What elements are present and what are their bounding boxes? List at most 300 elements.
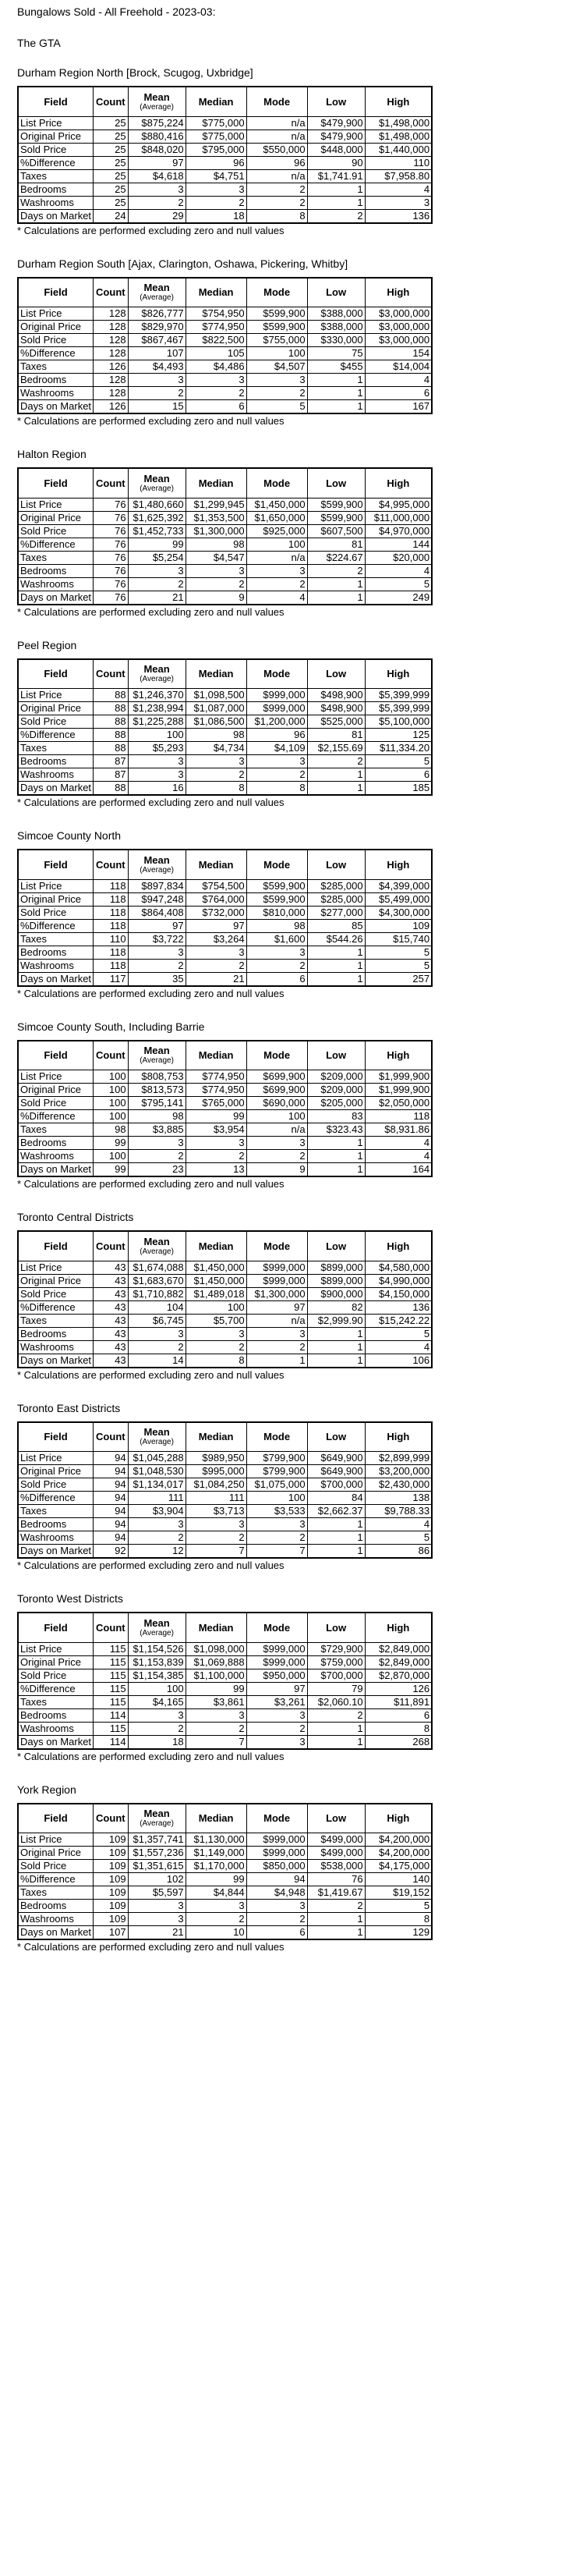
calculation-note: * Calculations are performed excluding zero and null values: [17, 987, 285, 999]
table-cell: 5: [365, 1327, 432, 1340]
table-cell: $1,149,000: [186, 1847, 246, 1860]
table-cell: $11,334.20: [365, 742, 432, 755]
table-cell: 5: [365, 1531, 432, 1545]
row-field-label: Washrooms: [18, 1913, 94, 1926]
table-cell: 100: [94, 1070, 129, 1084]
table-cell: $799,900: [246, 1452, 307, 1465]
col-header-mean: [128, 1041, 186, 1070]
region-title: Halton Region: [17, 448, 87, 460]
col-header-high: High: [365, 1804, 432, 1833]
table-row: [18, 524, 432, 538]
table-cell: 3: [365, 196, 432, 209]
table-cell: $754,950: [186, 307, 246, 321]
table-cell: 10: [186, 1926, 246, 1940]
table-row: [18, 1110, 432, 1123]
table-cell: $4,995,000: [365, 498, 432, 511]
table-row: [18, 591, 432, 605]
row-field-label: Sold Price: [18, 1860, 94, 1873]
table-cell: 136: [365, 209, 432, 223]
table-cell: 81: [307, 729, 365, 742]
header-row: [18, 87, 432, 116]
table-cell: $20,000: [365, 551, 432, 564]
table-cell: 4: [365, 564, 432, 577]
region-section: [17, 1401, 556, 1572]
table-cell: 6: [365, 387, 432, 400]
table-cell: $599,900: [246, 879, 307, 892]
table-cell: $925,000: [246, 524, 307, 538]
table-cell: $5,399,999: [365, 689, 432, 702]
table-cell: $1,600: [246, 932, 307, 946]
table-cell: 2: [128, 577, 186, 591]
row-field-label: Days on Market: [18, 1735, 94, 1749]
row-field-label: Taxes: [18, 169, 94, 183]
table-cell: 257: [365, 972, 432, 986]
table-cell: $1,450,000: [186, 1274, 246, 1287]
col-header-mode: Mode: [246, 1613, 307, 1642]
table-cell: 2: [128, 1722, 186, 1735]
table-cell: 2: [186, 196, 246, 209]
table-cell: 1: [307, 387, 365, 400]
table-cell: $599,900: [246, 321, 307, 334]
table-cell: 2: [307, 1708, 365, 1722]
row-field-label: %Difference: [18, 1110, 94, 1123]
table-cell: 249: [365, 591, 432, 605]
table-cell: 96: [186, 156, 246, 169]
table-cell: $4,734: [186, 742, 246, 755]
table-row: [18, 768, 432, 782]
table-row: [18, 1669, 432, 1682]
table-cell: $1,351,615: [128, 1860, 186, 1873]
table-cell: 43: [94, 1354, 129, 1368]
table-cell: 6: [246, 1926, 307, 1940]
row-field-label: Bedrooms: [18, 374, 94, 387]
table-cell: 115: [94, 1642, 129, 1655]
table-cell: 8: [186, 782, 246, 796]
table-cell: $277,000: [307, 906, 365, 919]
table-cell: $550,000: [246, 143, 307, 156]
table-cell: $2,050,000: [365, 1097, 432, 1110]
table-cell: 5: [365, 755, 432, 768]
table-cell: 88: [94, 729, 129, 742]
table-cell: $1,741.91: [307, 169, 365, 183]
table-cell: 3: [186, 1900, 246, 1913]
table-cell: $2,662.37: [307, 1505, 365, 1518]
table-cell: 3: [186, 564, 246, 577]
table-row: [18, 1735, 432, 1749]
region-section: [17, 1591, 556, 1762]
table-cell: 4: [365, 374, 432, 387]
table-cell: 3: [246, 755, 307, 768]
stats-table: [17, 1421, 433, 1559]
table-cell: $4,150,000: [365, 1287, 432, 1300]
stats-table: [17, 86, 433, 224]
table-cell: $759,000: [307, 1655, 365, 1669]
table-cell: $14,004: [365, 360, 432, 374]
table-cell: $810,000: [246, 906, 307, 919]
table-cell: 16: [128, 782, 186, 796]
table-cell: $1,674,088: [128, 1261, 186, 1274]
table-cell: $5,700: [186, 1314, 246, 1327]
table-row: [18, 511, 432, 524]
table-cell: 87: [94, 755, 129, 768]
stats-table: [17, 849, 433, 987]
table-row: [18, 498, 432, 511]
table-row: [18, 715, 432, 729]
row-field-label: Bedrooms: [18, 1327, 94, 1340]
table-cell: $4,175,000: [365, 1860, 432, 1873]
table-cell: $4,507: [246, 360, 307, 374]
row-field-label: Washrooms: [18, 768, 94, 782]
row-field-label: Bedrooms: [18, 564, 94, 577]
table-cell: 117: [94, 972, 129, 986]
header-row: [18, 1231, 432, 1261]
table-cell: 88: [94, 782, 129, 796]
stats-table: [17, 277, 433, 415]
row-field-label: %Difference: [18, 1300, 94, 1314]
table-cell: 99: [186, 1682, 246, 1695]
table-row: [18, 1545, 432, 1559]
table-cell: 2: [186, 959, 246, 972]
table-cell: 105: [186, 347, 246, 360]
table-row: [18, 1873, 432, 1886]
table-cell: $732,000: [186, 906, 246, 919]
mean-label: Mean: [143, 1235, 170, 1247]
table-cell: $479,900: [307, 130, 365, 143]
table-cell: 96: [246, 729, 307, 742]
table-cell: 3: [128, 183, 186, 196]
table-cell: $11,891: [365, 1695, 432, 1708]
table-cell: $774,950: [186, 321, 246, 334]
table-cell: 88: [94, 715, 129, 729]
table-cell: $2,430,000: [365, 1478, 432, 1492]
table-row: [18, 689, 432, 702]
table-cell: $649,900: [307, 1465, 365, 1478]
header-row: [18, 468, 432, 498]
table-cell: 2: [246, 183, 307, 196]
table-cell: $899,000: [307, 1261, 365, 1274]
table-cell: 7: [186, 1545, 246, 1559]
table-cell: 3: [246, 1327, 307, 1340]
table-cell: 1: [307, 1913, 365, 1926]
table-cell: 2: [186, 577, 246, 591]
table-cell: 118: [94, 919, 129, 932]
row-field-label: Original Price: [18, 702, 94, 715]
table-cell: $499,000: [307, 1833, 365, 1847]
table-cell: 2: [246, 1722, 307, 1735]
mean-sub-label: (Average): [140, 1056, 174, 1066]
col-header-field: Field: [18, 1613, 94, 1642]
table-cell: $15,740: [365, 932, 432, 946]
row-field-label: Days on Market: [18, 782, 94, 796]
stats-table: [17, 1040, 433, 1178]
row-field-label: Original Price: [18, 1084, 94, 1097]
table-row: [18, 782, 432, 796]
table-cell: $1,650,000: [246, 511, 307, 524]
region-section: [17, 66, 556, 236]
table-cell: 98: [186, 729, 246, 742]
col-header-mean: [128, 278, 186, 307]
region-section: [17, 257, 556, 428]
table-cell: 2: [246, 1913, 307, 1926]
table-cell: 2: [186, 1340, 246, 1354]
table-row: [18, 1642, 432, 1655]
table-cell: 98: [186, 538, 246, 551]
table-cell: $2,849,000: [365, 1655, 432, 1669]
table-cell: $4,200,000: [365, 1847, 432, 1860]
table-cell: $5,100,000: [365, 715, 432, 729]
row-field-label: Bedrooms: [18, 1900, 94, 1913]
table-cell: 7: [186, 1735, 246, 1749]
table-cell: 43: [94, 1340, 129, 1354]
table-row: [18, 1163, 432, 1177]
table-row: [18, 1900, 432, 1913]
table-cell: $19,152: [365, 1886, 432, 1900]
table-cell: 1: [307, 1735, 365, 1749]
table-cell: $1,450,000: [186, 1261, 246, 1274]
stats-table: [17, 658, 433, 797]
table-cell: 102: [128, 1873, 186, 1886]
table-cell: $4,844: [186, 1886, 246, 1900]
table-cell: 100: [246, 538, 307, 551]
col-header-median: Median: [186, 1041, 246, 1070]
table-cell: 118: [94, 959, 129, 972]
table-cell: 99: [128, 538, 186, 551]
table-cell: 2: [307, 209, 365, 223]
table-cell: $999,000: [246, 702, 307, 715]
table-cell: $330,000: [307, 334, 365, 347]
table-cell: $224.67: [307, 551, 365, 564]
table-cell: 3: [186, 755, 246, 768]
row-field-label: Washrooms: [18, 1340, 94, 1354]
table-cell: 4: [365, 1137, 432, 1150]
table-cell: 76: [94, 591, 129, 605]
table-cell: $1,154,526: [128, 1642, 186, 1655]
col-header-field: Field: [18, 850, 94, 879]
table-cell: $1,048,530: [128, 1465, 186, 1478]
table-cell: $875,224: [128, 116, 186, 130]
table-cell: 99: [94, 1163, 129, 1177]
table-cell: $795,141: [128, 1097, 186, 1110]
col-header-field: Field: [18, 1422, 94, 1452]
table-cell: $11,000,000: [365, 511, 432, 524]
header-row: [18, 1613, 432, 1642]
table-cell: 4: [246, 591, 307, 605]
row-field-label: Taxes: [18, 932, 94, 946]
table-cell: $826,777: [128, 307, 186, 321]
col-header-median: Median: [186, 468, 246, 498]
table-cell: 2: [128, 196, 186, 209]
table-row: [18, 334, 432, 347]
row-field-label: Sold Price: [18, 1478, 94, 1492]
table-row: [18, 551, 432, 564]
table-row: [18, 1518, 432, 1531]
region-section: [17, 1020, 556, 1190]
document-subtitle: The GTA: [17, 37, 61, 49]
table-cell: 4: [365, 183, 432, 196]
col-header-count: Count: [94, 87, 129, 116]
table-cell: 1: [307, 1137, 365, 1150]
row-field-label: Washrooms: [18, 577, 94, 591]
table-cell: 4: [365, 1150, 432, 1163]
table-cell: 114: [94, 1708, 129, 1722]
header-row: [18, 850, 432, 879]
table-cell: 2: [186, 1531, 246, 1545]
table-cell: $3,954: [186, 1123, 246, 1137]
table-row: [18, 1926, 432, 1940]
table-cell: 21: [128, 1926, 186, 1940]
table-cell: 25: [94, 196, 129, 209]
table-cell: $700,000: [307, 1669, 365, 1682]
table-cell: 88: [94, 689, 129, 702]
row-field-label: Washrooms: [18, 1531, 94, 1545]
table-row: [18, 892, 432, 906]
table-cell: 118: [365, 1110, 432, 1123]
row-field-label: Original Price: [18, 321, 94, 334]
calculation-note: * Calculations are performed excluding zero and null values: [17, 1178, 285, 1190]
table-cell: 5: [365, 959, 432, 972]
table-cell: $4,486: [186, 360, 246, 374]
table-cell: $6,745: [128, 1314, 186, 1327]
table-cell: $808,753: [128, 1070, 186, 1084]
table-cell: $999,000: [246, 689, 307, 702]
table-cell: 4: [365, 1518, 432, 1531]
table-cell: $3,533: [246, 1505, 307, 1518]
table-cell: 129: [365, 1926, 432, 1940]
table-cell: 1: [307, 1354, 365, 1368]
table-cell: 2: [246, 768, 307, 782]
calculation-note: * Calculations are performed excluding zero and null values: [17, 415, 285, 427]
table-cell: 6: [365, 1708, 432, 1722]
mean-label: Mean: [143, 1426, 170, 1439]
table-cell: 7: [246, 1545, 307, 1559]
table-cell: 2: [128, 1531, 186, 1545]
table-cell: 5: [365, 1900, 432, 1913]
table-cell: 185: [365, 782, 432, 796]
table-cell: 21: [186, 972, 246, 986]
table-row: [18, 1913, 432, 1926]
table-cell: $1,134,017: [128, 1478, 186, 1492]
row-field-label: Sold Price: [18, 715, 94, 729]
row-field-label: Original Price: [18, 892, 94, 906]
table-cell: 1: [307, 946, 365, 959]
col-header-low: Low: [307, 1613, 365, 1642]
table-cell: 110: [365, 156, 432, 169]
row-field-label: %Difference: [18, 919, 94, 932]
table-cell: 3: [246, 564, 307, 577]
table-cell: $3,200,000: [365, 1465, 432, 1478]
table-cell: 1: [307, 959, 365, 972]
table-row: [18, 209, 432, 223]
table-cell: $848,020: [128, 143, 186, 156]
row-field-label: List Price: [18, 1642, 94, 1655]
table-cell: $2,849,000: [365, 1642, 432, 1655]
table-cell: $5,293: [128, 742, 186, 755]
col-header-low: Low: [307, 1422, 365, 1452]
table-cell: 109: [94, 1847, 129, 1860]
table-cell: $4,109: [246, 742, 307, 755]
row-field-label: Taxes: [18, 1505, 94, 1518]
table-cell: 126: [365, 1682, 432, 1695]
table-cell: 3: [128, 564, 186, 577]
table-cell: 3: [128, 1137, 186, 1150]
table-cell: 2: [128, 1340, 186, 1354]
table-cell: $3,261: [246, 1695, 307, 1708]
region-title: Toronto West Districts: [17, 1592, 123, 1605]
table-cell: 94: [94, 1518, 129, 1531]
table-cell: 115: [94, 1655, 129, 1669]
table-cell: $1,300,000: [186, 524, 246, 538]
table-cell: 5: [365, 577, 432, 591]
table-cell: 3: [128, 1900, 186, 1913]
header-row: [18, 1804, 432, 1833]
table-cell: n/a: [246, 130, 307, 143]
table-cell: $1,498,000: [365, 116, 432, 130]
region-title: Durham Region South [Ajax, Clarington, Oshawa, Pickering, Whitby]: [17, 257, 348, 270]
row-field-label: List Price: [18, 116, 94, 130]
table-cell: $822,500: [186, 334, 246, 347]
table-row: [18, 564, 432, 577]
table-cell: 2: [186, 387, 246, 400]
table-cell: 2: [246, 1340, 307, 1354]
table-cell: $765,000: [186, 1097, 246, 1110]
region-section: [17, 1783, 556, 1953]
table-cell: $448,000: [307, 143, 365, 156]
table-row: [18, 972, 432, 986]
col-header-median: Median: [186, 1422, 246, 1452]
mean-label: Mean: [143, 90, 170, 103]
table-cell: $995,000: [186, 1465, 246, 1478]
table-cell: 3: [128, 1518, 186, 1531]
col-header-high: High: [365, 1422, 432, 1452]
table-cell: 2: [128, 1150, 186, 1163]
table-cell: $1,086,500: [186, 715, 246, 729]
table-cell: $4,300,000: [365, 906, 432, 919]
table-cell: 144: [365, 538, 432, 551]
table-row: [18, 1084, 432, 1097]
table-cell: 43: [94, 1300, 129, 1314]
row-field-label: %Difference: [18, 347, 94, 360]
table-row: [18, 347, 432, 360]
table-cell: 83: [307, 1110, 365, 1123]
col-header-mode: Mode: [246, 1231, 307, 1261]
table-cell: 107: [128, 347, 186, 360]
table-cell: $2,999.90: [307, 1314, 365, 1327]
col-header-count: Count: [94, 1804, 129, 1833]
table-cell: 6: [365, 768, 432, 782]
row-field-label: Days on Market: [18, 400, 94, 414]
col-header-mode: Mode: [246, 87, 307, 116]
table-cell: $4,990,000: [365, 1274, 432, 1287]
table-cell: 84: [307, 1492, 365, 1505]
table-row: [18, 959, 432, 972]
table-cell: 118: [94, 892, 129, 906]
table-cell: $4,399,000: [365, 879, 432, 892]
table-cell: $1,498,000: [365, 130, 432, 143]
table-cell: 25: [94, 130, 129, 143]
row-field-label: Bedrooms: [18, 1708, 94, 1722]
table-cell: 1: [307, 1518, 365, 1531]
table-cell: 100: [94, 1110, 129, 1123]
table-cell: 164: [365, 1163, 432, 1177]
table-cell: $1,084,250: [186, 1478, 246, 1492]
table-cell: 3: [246, 1137, 307, 1150]
table-cell: 1: [307, 1531, 365, 1545]
row-field-label: Bedrooms: [18, 755, 94, 768]
table-cell: $1,154,385: [128, 1669, 186, 1682]
table-cell: $829,970: [128, 321, 186, 334]
row-field-label: Sold Price: [18, 524, 94, 538]
table-cell: $690,000: [246, 1097, 307, 1110]
